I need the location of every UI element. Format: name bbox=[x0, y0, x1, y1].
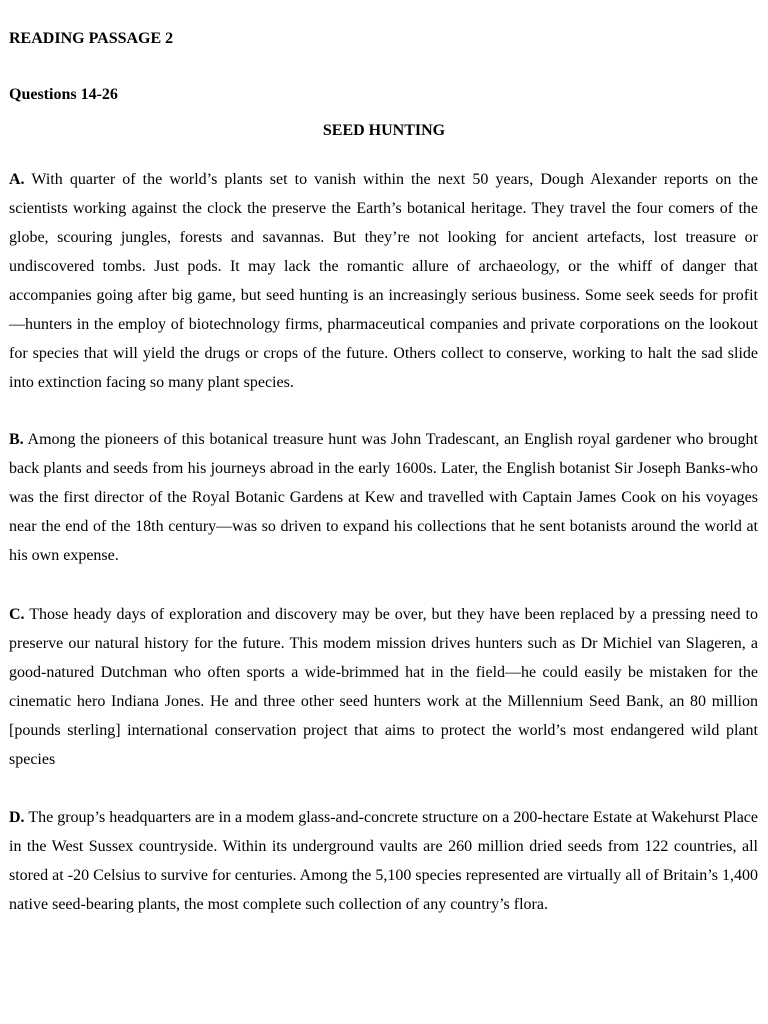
passage-title: SEED HUNTING bbox=[322, 122, 446, 139]
questions-label: Questions 14-26 bbox=[9, 86, 118, 103]
paragraph-c bbox=[9, 600, 758, 774]
paragraph-letter: D. bbox=[9, 809, 25, 826]
paragraph-text: Among the pioneers of this botanical treasure hunt was John Tradescant, an English royal gardener who brought back plants and seeds from his journeys abroad in the early 1600s. Later, the English botanist Sir Joseph Banks-who was the first director of the Royal Botanic Gardens at Kew and travelled with Captain James Cook on his voyages near the end of the 18th century—was so driven to expand his collections that he sent botanists around the world at his own expense. bbox=[9, 431, 758, 564]
passage-label: READING PASSAGE 2 bbox=[9, 30, 174, 47]
paragraph-letter: C. bbox=[9, 606, 25, 623]
paragraph-d bbox=[9, 803, 758, 919]
paragraph-text: With quarter of the world’s plants set to vanish within the next 50 years, Dough Alexander reports on the scientists working against the clock the preserve the Earth’s botanical heritage. They travel the four comers of the globe, scouring jungles, forests and savannas. But they’re not looking for ancient artefacts, lost treasure or undiscovered tombs. Just pods. It may lack the romantic allure of archaeology, or the whiff of danger that accompanies going after big game, but seed hunting is an increasingly serious business. Some seek seeds for profit —hunters in the employ of biotechnology firms, pharmaceutical companies and private corporations on the lookout for species that will yield the drugs or crops of the future. Others collect to conserve, working to halt the sad slide into extinction facing so many plant species. bbox=[9, 171, 759, 391]
paragraph-text: The group’s headquarters are in a modem glass-and-concrete structure on a 200-hectare Estate at Wakehurst Place in the West Sussex countryside. Within its underground vaults are 260 million dried seeds from 122 countries, all stored at -20 Celsius to survive for centuries. Among the 5,100 species represented are virtually all of Britain’s 1,400 native seed-bearing plants, the most complete such collection of any country’s flora. bbox=[9, 809, 758, 913]
paragraph-text: Those heady days of exploration and discovery may be over, but they have been replaced by a pressing need to preserve our natural history for the future. This modem mission drives hunters such as Dr Michiel van Slageren, a good-natured Dutchman who often sports a wide-brimmed hat in the field—he could easily be mistaken for the cinematic hero Indiana Jones. He and three other seed hunters work at the Millennium Seed Bank, an 80 million [pounds sterling] international conservation project that aims to protect the world’s most endangered wild plant species bbox=[9, 606, 758, 768]
paragraph-letter: B. bbox=[9, 431, 24, 448]
paragraph-a bbox=[9, 165, 758, 397]
paragraph-letter: A. bbox=[9, 171, 25, 188]
paragraph-b bbox=[9, 425, 758, 570]
